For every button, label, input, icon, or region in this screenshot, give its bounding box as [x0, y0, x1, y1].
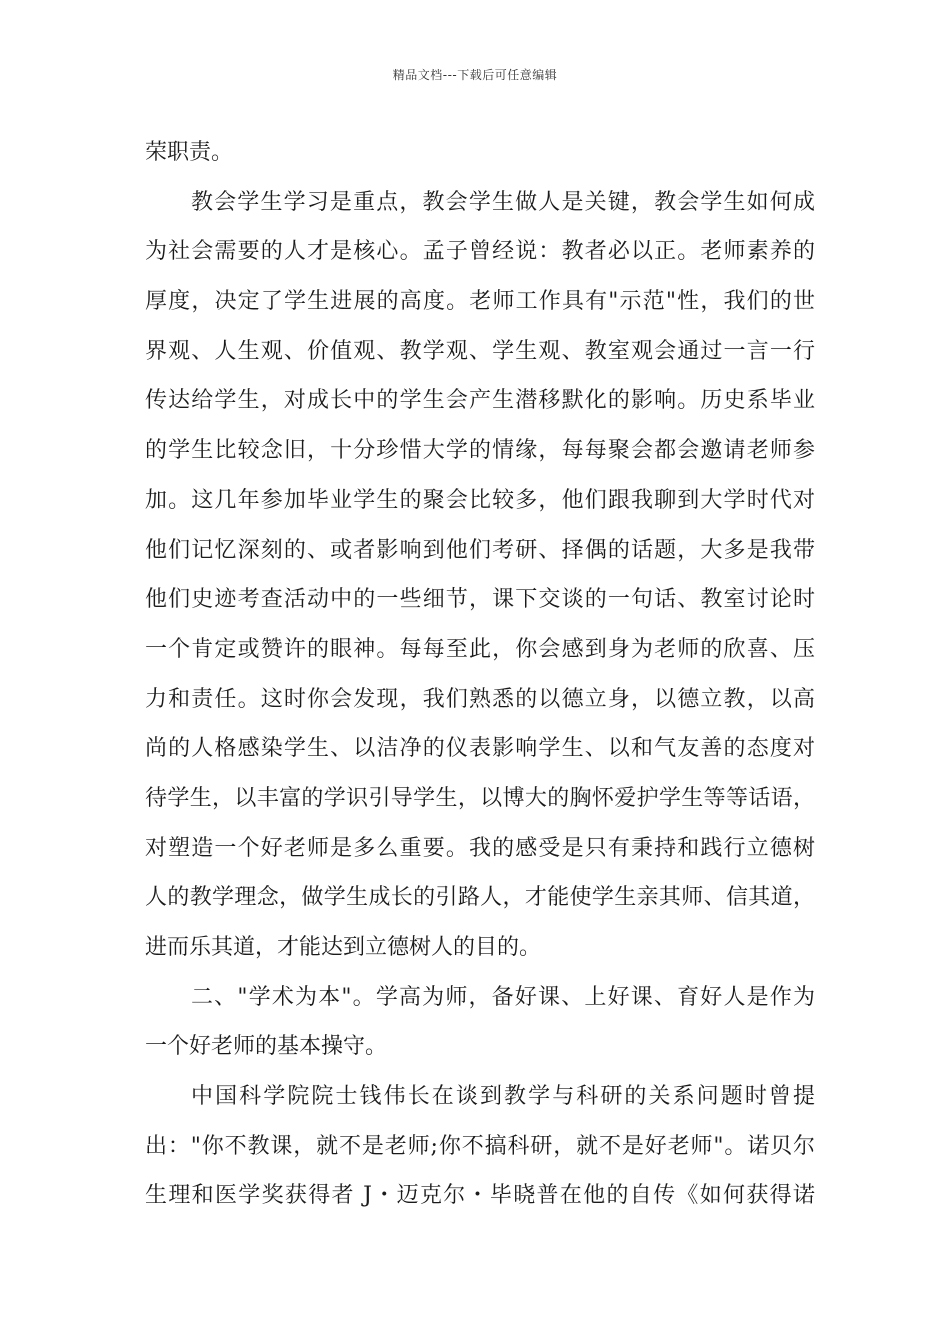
text-line: 力和责任。这时你会发现，我们熟悉的以德立身，以德立教，以高 — [145, 686, 815, 712]
text-line: 待学生，以丰富的学识引导学生，以博大的胸怀爱护学生等等话语， — [145, 785, 815, 811]
text-line: 他们记忆深刻的、或者影响到他们考研、择偶的话题，大多是我带 — [145, 537, 815, 563]
page-header: 精品文档---下载后可任意编辑 — [392, 68, 558, 82]
text-line: 加。这几年参加毕业学生的聚会比较多，他们跟我聊到大学时代对 — [145, 487, 815, 513]
text-line: 厚度，决定了学生进展的高度。老师工作具有"示范"性，我们的世 — [145, 289, 815, 315]
text-line: 出："你不教课，就不是老师;你不搞科研，就不是好老师"。诺贝尔 — [145, 1133, 815, 1159]
text-line: 传达给学生，对成长中的学生会产生潜移默化的影响。历史系毕业 — [145, 388, 815, 414]
text-line: 人的教学理念，做学生成长的引路人，才能使学生亲其师、信其道， — [145, 885, 815, 911]
paragraph-start-line: 教会学生学习是重点，教会学生做人是关键，教会学生如何成 — [191, 189, 815, 215]
text-line: 尚的人格感染学生、以洁净的仪表影响学生、以和气友善的态度对 — [145, 736, 815, 762]
text-line: 为社会需要的人才是核心。孟子曾经说：教者必以正。老师素养的 — [145, 239, 815, 265]
document-body — [145, 128, 815, 1221]
paragraph-start-line: 二、"学术为本"。学高为师，备好课、上好课、育好人是作为 — [191, 984, 815, 1010]
paragraph-start-line: 中国科学院院士钱伟长在谈到教学与科研的关系问题时曾提 — [191, 1084, 815, 1110]
text-line: 的学生比较念旧，十分珍惜大学的情缘，每每聚会都会邀请老师参 — [145, 438, 815, 464]
text-line: 一个肯定或赞许的眼神。每每至此，你会感到身为老师的欣喜、压 — [145, 636, 815, 662]
text-line: 他们史迹考查活动中的一些细节，课下交谈的一句话、教室讨论时 — [145, 587, 815, 613]
text-line: 进而乐其道，才能达到立德树人的目的。 — [145, 935, 542, 960]
text-line: 生理和医学奖获得者 J・迈克尔・毕晓普在他的自传《如何获得诺 — [145, 1183, 815, 1209]
text-line: 荣职责。 — [145, 140, 234, 165]
text-line: 对塑造一个好老师是多么重要。我的感受是只有秉持和践行立德树 — [145, 835, 815, 861]
text-line: 一个好老师的基本操守。 — [145, 1034, 388, 1060]
text-line: 界观、人生观、价值观、教学观、学生观、教室观会通过一言一行 — [145, 338, 815, 364]
